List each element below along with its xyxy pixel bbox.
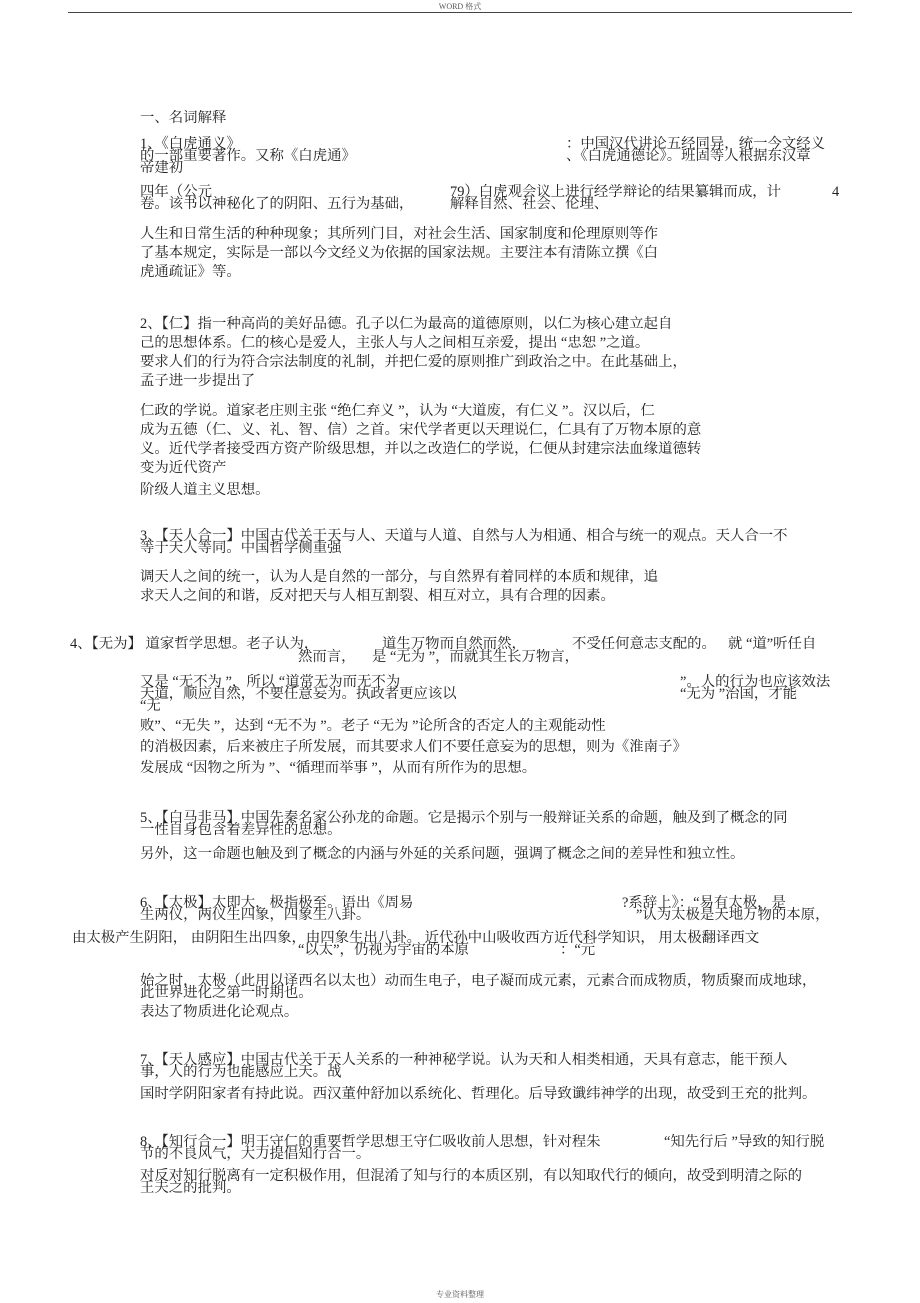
text-line: 79）白虎观会议上进行经学辩论的结果纂辑而成，计 [450, 184, 781, 200]
text-line: 人生和日常生活的种种现象；其所列门目，对社会生活、国家制度和伦理原则等作 [140, 226, 659, 242]
text-line: 5、【白马非马】中国先秦名家公孙龙的命题。它是揭示个别与一般辩证关系的命题，触及到了概念的同 [140, 810, 788, 826]
text-line: 调天人之间的统一，认为人是自然的一部分，与自然界有着同样的本质和规律，追 [140, 569, 659, 585]
text-line: 是 “无为 ”，而就其生长万物言， [372, 649, 580, 665]
text-line: 3、【天人合一】中国古代关于天与人、天道与人道、自然与人为相通、相合与统一的观点。天人合一不 [140, 528, 788, 544]
text-line: “知先行后 ”导致的知行脱 [664, 1134, 825, 1150]
text-line: 对反对知行脱离有一定积极作用，但混淆了知与行的本质区别，有以知取代行的倾向，故受到明清之际的 [140, 1168, 802, 1184]
text-line: 就 “道”听任自 [728, 636, 817, 652]
text-line: 孟子进一步提出了 [140, 373, 256, 389]
text-line: 6、【太极】太即大，极指极至。语出《周易 [140, 895, 414, 911]
text-line: 生两仪，两仪生四象，四象生八卦。 [140, 907, 371, 923]
header-divider [68, 12, 852, 13]
text-line: 然而言， [298, 649, 356, 665]
section-title: 一、名词解释 [140, 110, 227, 126]
text-line: ：“元 [560, 942, 596, 958]
text-line: 另外，这一命题也触及到了概念的内涵与外延的关系问题，强调了概念之间的差异性和独立性。 [140, 846, 745, 862]
text-line: 此世界进化之第一时期也。 [140, 985, 313, 1001]
text-line: 解释自然、社会、伦理、 [450, 196, 609, 212]
text-line: 卷。该书以神秘化了的阴阳、五行为基础， [140, 196, 414, 212]
text-line: ”。人的行为也应该效法 [680, 674, 831, 690]
text-line: 等于天人等同。中国哲学侧重强 [140, 540, 342, 556]
text-line: 节的不良风气，大力提倡知行合一。 [140, 1146, 371, 1162]
text-line: 又是 “无不为 ”，所以 “道常无为而无不为 [140, 674, 401, 690]
text-line: 4、【无为】 道家哲学思想。老子认为， [70, 636, 319, 652]
text-line: 国时学阴阳家者有持此说。西汉董仲舒加以系统化、哲理化。后导致谶纬神学的出现，故受到王充的批判。 [140, 1086, 817, 1102]
page-footer: 专业资料整理 [436, 1290, 484, 1299]
text-line: 仁政的学说。道家老庄则主张 “绝仁弃义 ”，认为 “大道废，有仁义 ”。汉以后，仁 [140, 403, 655, 419]
text-line: 王夫之的批判。 [140, 1180, 241, 1196]
text-line: 四年（公元 [140, 184, 212, 200]
text-line: 1、《白虎通义》 [140, 136, 241, 152]
text-line: 的一部重要著作。又称《白虎通》 [140, 148, 356, 164]
text-line: ”认为太极是天地万物的本原， [636, 907, 830, 923]
text-line: 阶级人道主义思想。 [140, 482, 270, 498]
text-line: 要求人们的行为符合宗法制度的礼制，并把仁爱的原则推广到政治之中。在此基础上， [140, 354, 687, 370]
text-line: ：中国汉代讲论五经同异，统一今文经义 [566, 136, 826, 152]
text-line: 、《白虎通德论》。班固等人根据东汉章 [566, 148, 811, 164]
text-line: 己的思想体系。仁的核心是爱人，主张人与人之间相互亲爱，提出 “忠恕 ”之道。 [140, 335, 650, 351]
text-line: “无为 ”治国，才能 [680, 686, 798, 702]
text-line: 表达了物质进化论观点。 [140, 1004, 299, 1020]
text-line: 的消极因素，后来被庄子所发展，而其要求人们不要任意妄为的思想，则为《淮南子》 [140, 739, 687, 755]
text-line: 帝建初 [140, 160, 184, 176]
text-line: 由太极产生阴阳， 由阴阳生出四象，由四象生出八卦。 近代孙中山吸收西方近代科学知识， 用太极翻译西文 [72, 930, 760, 946]
text-line: 不受任何意志支配的。 [572, 636, 716, 652]
text-line: 成为五德（仁、义、礼、智、信）之首。宋代学者更以天理说仁，仁具有了万物本原的意 [140, 422, 702, 438]
text-line: 天道，顺应自然，不要任意妄为。执政者更应该以 [140, 686, 457, 702]
page-header: WORD 格式 [438, 2, 482, 11]
text-line: 一性自身包含着差异性的思想。 [140, 822, 342, 838]
text-line: 虎通疏证》等。 [140, 264, 241, 280]
text-line: 发展成 “因物之所为 ”、“循理而举事 ”，从而有所作为的思想。 [140, 760, 537, 776]
text-line: 7、【天人感应】中国古代关于天人关系的一种神秘学说。认为天和人相类相通，天具有意志，能干预人 [140, 1052, 788, 1068]
text-line: 事，人的行为也能感应上天。战 [140, 1064, 342, 1080]
text-line: ?系辞上》：“易有太极，是 [622, 895, 786, 911]
text-line: “无 [140, 698, 161, 714]
text-line: 变为近代资产 [140, 460, 227, 476]
text-line: 义。近代学者接受西方资产阶级思想，并以之改造仁的学说，仁便从封建宗法血缘道德转 [140, 441, 702, 457]
text-line: 道生万物而自然而然， [382, 636, 526, 652]
text-line: 败”、“无失 ”，达到 “无不为 ”。老子 “无为 ”论所含的否定人的主观能动性 [140, 718, 606, 734]
text-line: 2、【仁】指一种高尚的美好品德。孔子以仁为最高的道德原则，以仁为核心建立起自 [140, 316, 673, 332]
text-line: 了基本规定，实际是一部以今文经义为依据的国家法规。主要注本有清陈立撰《白 [140, 245, 659, 261]
text-line: “以太”，仍视为宇宙的本原 [298, 942, 470, 958]
text-line: 8、【知行合一】明王守仁的重要哲学思想王守仁吸收前人思想，针对程朱 [140, 1134, 601, 1150]
text-line: 始之时，太极（此用以译西名以太也）动而生电子，电子凝而成元素，元素合而成物质，物质聚而成地球， [140, 973, 817, 989]
text-line: 求天人之间的和谐，反对把天与人相互割裂、相互对立，具有合理的因素。 [140, 588, 615, 604]
text-line: 4 [832, 184, 840, 200]
